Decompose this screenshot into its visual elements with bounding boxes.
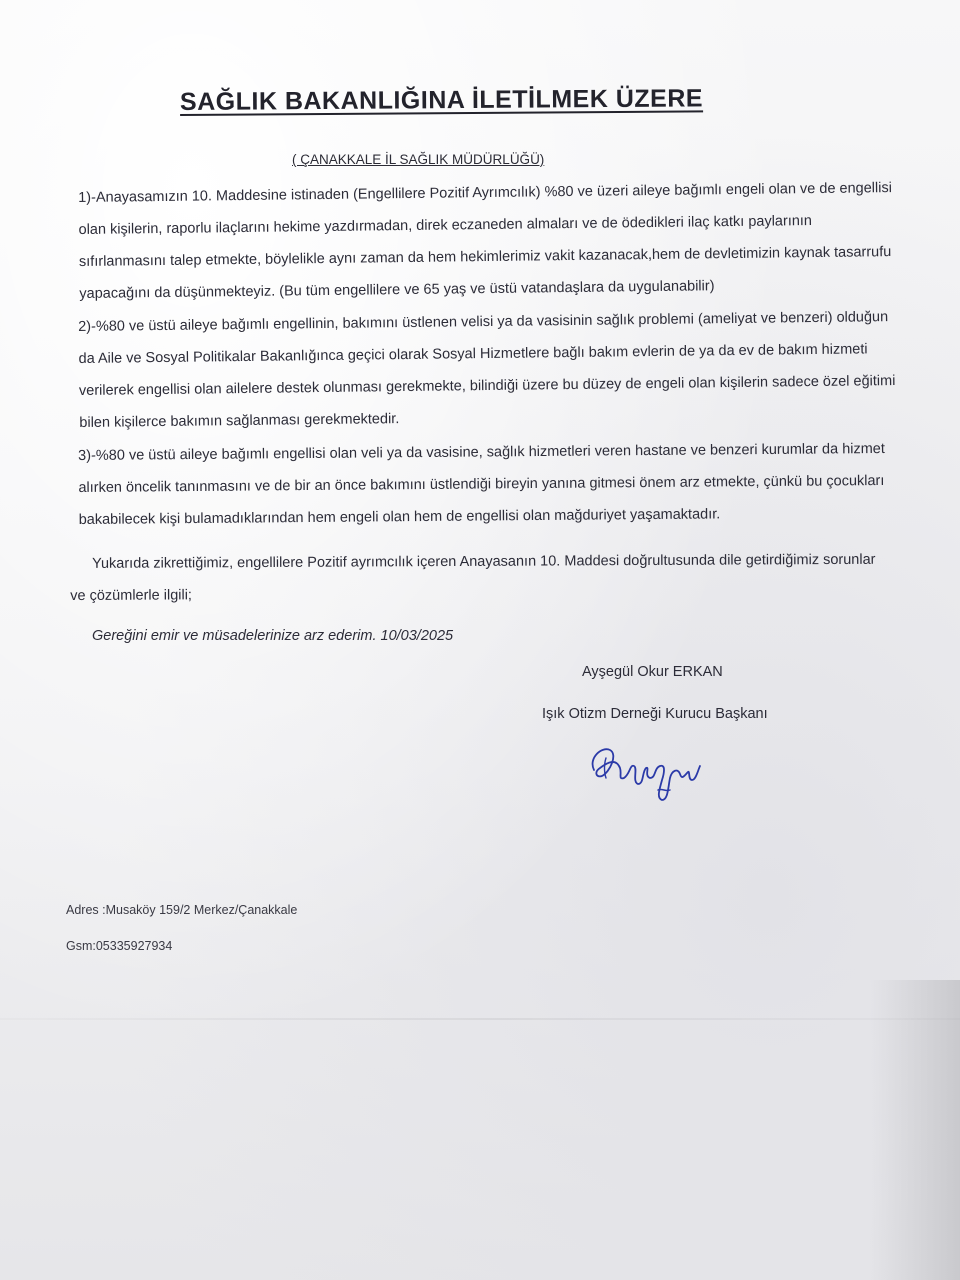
paragraph-3: 3)-%80 ve üstü aileye bağımlı engellisi olan veli ya da vasisine, sağlık hizmetleri veren hastane ve benzeri kurumlar da hizmet alırken öncelik tanınmasını ve de bir an önce bakımını üstlendiği bireyin yanına gitmesi önem arz etmekte, çünkü bu çocukları bakabilecek kişi bulamadıklarından hem engeli olan hem de engellisi olan mağduriyet yaşamaktadır. [78, 440, 885, 528]
paragraph-1: 1)-Anayasamızın 10. Maddesine istinaden (Engellilere Pozitif Ayrımcılık) %80 ve üzeri aileye bağımlı engeli olan ve de engellisi olan kişilerin, raporlu ilaçlarını hekime yazdırmadan, direk eczaneden almaları ve de ödedikleri ilaç katkı paylarının sıfırlanmasını talep etmekte, böylelikle aynı zaman da hem hekimlerimiz vakit kazanacak,hem de devletimizin kaynak tasarrufu yapacağını da düşünmekteyiz. (Bu tüm engellilere ve 65 yaş ve üstü vatandaşlara da uygulanabilir) [78, 180, 892, 302]
closing-line: Gereğini emir ve müsadelerinize arz ederim. 10/03/2025 [92, 628, 454, 644]
handwritten-signature [580, 728, 720, 808]
document-subtitle: ( ÇANAKKALE İL SAĞLIK MÜDÜRLÜĞÜ) [292, 152, 545, 167]
paragraph-summary: Yukarıda zikrettiğimiz, engellilere Pozitif ayrımcılık içeren Anayasanın 10. Maddesi doğrultusunda dile getirdiğimiz sorunlar ve çözümlerle ilgili; [70, 551, 876, 604]
signer-role: Işık Otizm Derneği Kurucu Başkanı [542, 706, 768, 722]
address-line: Adres :Musaköy 159/2 Merkez/Çanakkale [66, 903, 298, 917]
phone-line: Gsm:05335927934 [66, 939, 173, 953]
page-shadow [870, 980, 960, 1280]
signer-name: Ayşegül Okur ERKAN [582, 664, 723, 680]
document-title: SAĞLIK BAKANLIĞINA İLETİLMEK ÜZERE [179, 84, 704, 116]
paper-fold-line [0, 1018, 960, 1020]
paragraph-2: 2)-%80 ve üstü aileye bağımlı engellinin, bakımını üstlenen velisi ya da vasisinin sağlık problemi (ameliyat ve benzeri) olduğun da Aile ve Sosyal Politikalar Bakanlığınca geçici olarak Sosyal Hizmetlere bağlı bakım evlerin de ya da ev de bakım hizmeti verilerek engellisi olan ailelere destek olunması gerekmekte, bilindiği üzere bu düzey de engeli olan kişilerin sadece özel eğitimi bilen kişilerce bakımın sağlanması gerekmektedir. [78, 309, 896, 431]
